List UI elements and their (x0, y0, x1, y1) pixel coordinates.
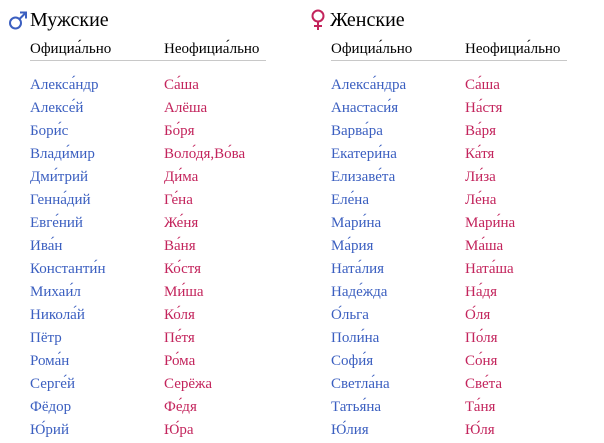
male-informal-header: Неофициа́льно (164, 41, 260, 57)
male-official-name: Генна́дий (30, 192, 91, 208)
female-official-name: Екатери́на (331, 146, 397, 162)
male-official-name: Ю́рий (30, 422, 69, 438)
female-official-name: Ю́лия (331, 422, 369, 438)
male-heading (8, 8, 109, 32)
male-official-name: Фёдор (30, 399, 72, 415)
male-official-list (30, 75, 105, 443)
female-official-list (331, 75, 406, 443)
female-informal-name: Мари́на (465, 215, 516, 231)
female-informal-name: О́ля (465, 307, 491, 323)
female-informal-header: Неофициа́льно (465, 41, 561, 57)
male-informal-list (164, 75, 245, 443)
male-informal-name: Ва́ня (164, 238, 196, 254)
female-informal-name: По́ля (465, 330, 498, 346)
female-official-name: Анастаси́я (331, 100, 399, 116)
male-official-name: Михаи́л (30, 284, 81, 300)
male-informal-name: Са́ша (164, 77, 199, 93)
female-informal-name: Ю́ля (465, 422, 495, 438)
female-symbol-icon (308, 8, 328, 32)
female-official-name: Ната́лия (331, 261, 385, 277)
male-symbol-icon (8, 8, 28, 32)
male-header-divider (30, 60, 266, 61)
male-informal-name: Фе́дя (164, 399, 197, 415)
male-informal-name: Пе́тя (164, 330, 195, 346)
male-informal-name: Серёжа (164, 376, 213, 392)
female-official-name: Варва́ра (331, 123, 383, 139)
female-informal-name: Та́ня (465, 399, 496, 415)
female-informal-name: Ли́за (465, 169, 496, 185)
female-official-name: Елизаве́та (331, 169, 396, 185)
male-official-name: Рома́н (30, 353, 70, 369)
female-informal-list (465, 75, 515, 443)
male-informal-name: Бо́ря (164, 123, 195, 139)
male-informal-name: Ро́ма (164, 353, 196, 369)
male-official-name: Серге́й (30, 376, 75, 392)
female-official-name: Ма́рия (331, 238, 374, 254)
female-official-name: Алекса́ндра (331, 77, 407, 93)
female-official-name: Софи́я (331, 353, 374, 369)
male-informal-name: Воло́дя,Во́ва (164, 146, 246, 162)
male-official-name: Влади́мир (30, 146, 95, 162)
male-informal-name: Же́ня (164, 215, 199, 231)
female-informal-name: Ва́ря (465, 123, 497, 139)
male-informal-name: Ди́ма (164, 169, 199, 185)
female-official-name: Мари́на (331, 215, 382, 231)
female-heading (308, 8, 405, 32)
male-official-name: Дми́трий (30, 169, 89, 185)
female-informal-name: Со́ня (465, 353, 498, 369)
female-official-name: О́льга (331, 307, 369, 323)
male-informal-name: Алёша (164, 100, 208, 116)
female-official-name: Светла́на (331, 376, 390, 392)
female-informal-name: Ле́на (465, 192, 497, 208)
male-informal-name: Ко́стя (164, 261, 202, 277)
female-header-divider (331, 60, 567, 61)
male-informal-name: Ге́на (164, 192, 193, 208)
male-official-name: Алексе́й (30, 100, 84, 116)
female-official-name: Еле́на (331, 192, 369, 208)
male-heading-text: Мужские (30, 9, 109, 31)
male-official-name: Ива́н (30, 238, 63, 254)
female-informal-name: Све́та (465, 376, 503, 392)
female-official-name: Татья́на (331, 399, 382, 415)
female-informal-name: На́дя (465, 284, 498, 300)
male-official-name: Евге́ний (30, 215, 83, 231)
female-official-header: Официа́льно (331, 41, 413, 57)
male-official-name: Константи́н (30, 261, 106, 277)
male-informal-name: Ко́ля (164, 307, 195, 323)
male-informal-name: Ми́ша (164, 284, 204, 300)
male-official-name: Алекса́ндр (30, 77, 99, 93)
male-official-header: Официа́льно (30, 41, 112, 57)
female-heading-text: Женские (330, 9, 405, 31)
male-official-name: Никола́й (30, 307, 85, 323)
male-informal-name: Ю́ра (164, 422, 194, 438)
male-official-name: Пётр (30, 330, 62, 346)
female-official-name: Поли́на (331, 330, 380, 346)
female-official-name: Наде́жда (331, 284, 388, 300)
female-informal-name: Ка́тя (465, 146, 495, 162)
female-informal-name: Ната́ша (465, 261, 514, 277)
female-informal-name: Ма́ша (465, 238, 504, 254)
male-official-name: Бори́с (30, 123, 69, 139)
female-informal-name: Са́ша (465, 77, 500, 93)
female-informal-name: На́стя (465, 100, 503, 116)
